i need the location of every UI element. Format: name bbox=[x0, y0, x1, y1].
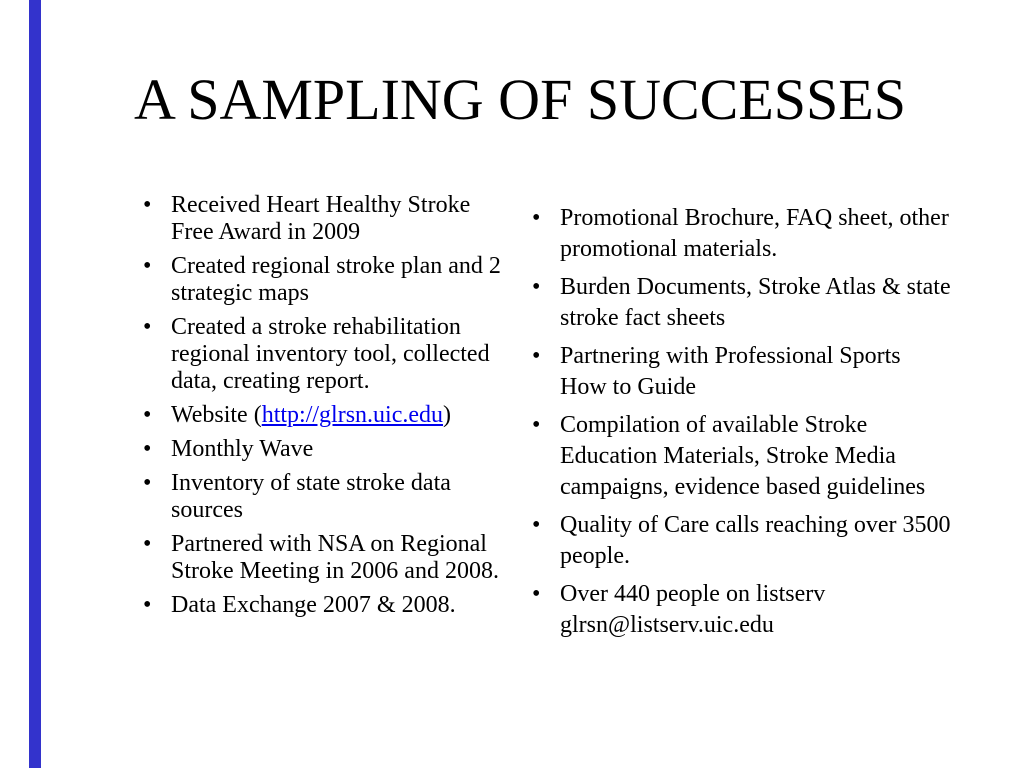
website-suffix: ) bbox=[443, 402, 452, 428]
list-item-text: Over 440 people on listserv glrsn@listserv.uic.edu bbox=[560, 581, 826, 638]
bullet-icon: • bbox=[143, 253, 152, 279]
list-item-text: Received Heart Healthy Stroke Free Award in 2009 bbox=[171, 192, 471, 245]
list-item bbox=[143, 592, 503, 619]
list-item-website bbox=[143, 402, 503, 429]
list-item bbox=[532, 410, 952, 503]
list-item bbox=[143, 470, 503, 524]
bullet-icon: • bbox=[143, 436, 152, 462]
bullet-icon: • bbox=[532, 274, 541, 300]
list-item-text: Created a stroke rehabilitation regional inventory tool, collected data, creating report. bbox=[171, 314, 490, 394]
list-item bbox=[143, 253, 503, 307]
list-item-text: Inventory of state stroke data sources bbox=[171, 470, 451, 523]
list-item bbox=[143, 192, 503, 246]
list-item-text: Monthly Wave bbox=[171, 436, 314, 462]
list-item bbox=[143, 436, 503, 463]
list-item-text: Partnering with Professional Sports How to Guide bbox=[560, 343, 901, 400]
bullet-icon: • bbox=[532, 205, 541, 231]
right-bullet-list bbox=[532, 203, 952, 648]
list-item bbox=[532, 341, 952, 403]
bullet-icon: • bbox=[143, 402, 152, 428]
bullet-icon: • bbox=[143, 470, 152, 496]
bullet-icon: • bbox=[143, 314, 152, 340]
website-prefix: Website ( bbox=[171, 402, 262, 428]
list-item-text: Quality of Care calls reaching over 3500 people. bbox=[560, 512, 951, 569]
list-item-text: Data Exchange 2007 & 2008. bbox=[171, 592, 456, 618]
website-link[interactable]: http://glrsn.uic.edu bbox=[261, 402, 444, 428]
list-item bbox=[532, 510, 952, 572]
list-item-text: Burden Documents, Stroke Atlas & state stroke fact sheets bbox=[560, 274, 951, 331]
list-item-text: Partnered with NSA on Regional Stroke Meeting in 2006 and 2008. bbox=[171, 531, 499, 584]
list-item-text: Compilation of available Stroke Education Materials, Stroke Media campaigns, evidence based guidelines bbox=[560, 412, 926, 500]
bullet-icon: • bbox=[143, 592, 152, 618]
bullet-icon: • bbox=[143, 531, 152, 557]
list-item bbox=[143, 314, 503, 395]
list-item bbox=[143, 531, 503, 585]
bullet-icon: • bbox=[143, 192, 152, 218]
bullet-icon: • bbox=[532, 512, 541, 538]
bullet-icon: • bbox=[532, 343, 541, 369]
list-item-text: Promotional Brochure, FAQ sheet, other promotional materials. bbox=[560, 205, 949, 262]
left-bullet-list bbox=[143, 192, 503, 626]
slide-title: A SAMPLING OF SUCCESSES bbox=[134, 67, 906, 132]
list-item-text: Created regional stroke plan and 2 strategic maps bbox=[171, 253, 501, 306]
list-item bbox=[532, 272, 952, 334]
bullet-icon: • bbox=[532, 412, 541, 438]
list-item bbox=[532, 579, 952, 641]
list-item bbox=[532, 203, 952, 265]
bullet-icon: • bbox=[532, 581, 541, 607]
